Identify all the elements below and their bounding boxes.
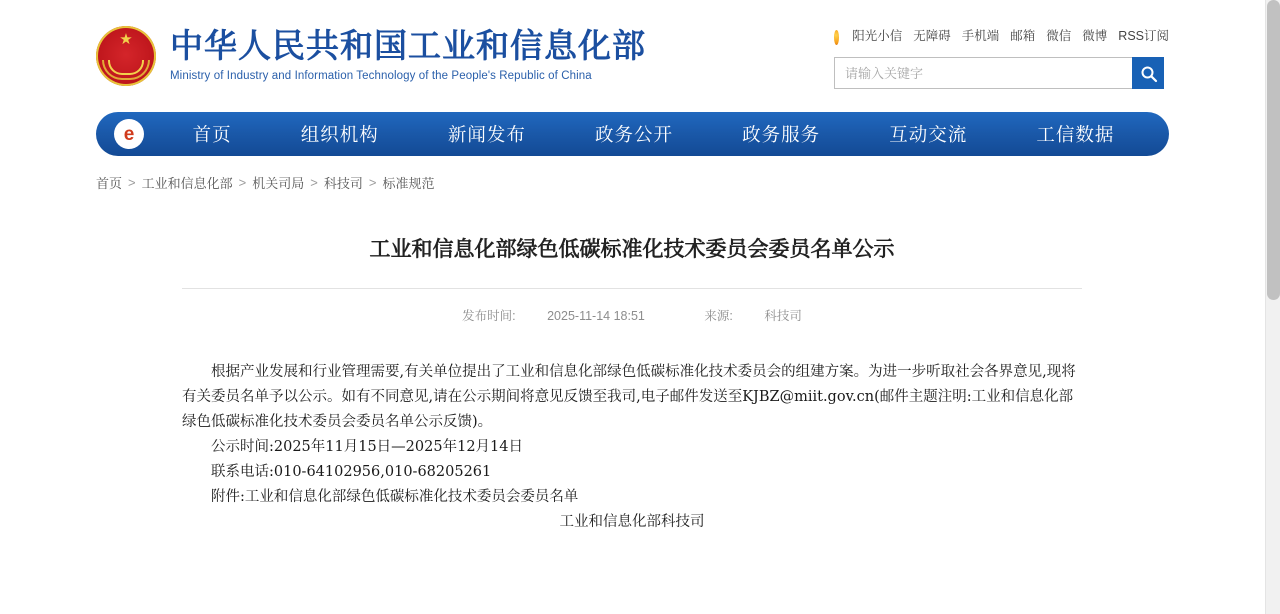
nav-item-government-services[interactable]: 政务服务 <box>742 124 821 145</box>
source-label-text: 来源: <box>704 308 733 323</box>
nav-item-government-affairs[interactable]: 政务公开 <box>594 124 673 145</box>
article-signature: 工业和信息化部科技司 <box>559 513 705 530</box>
breadcrumb-separator: > <box>368 175 377 190</box>
article-paragraph-2: 公示时间:2025年11月15日—2025年12月14日 <box>211 438 523 455</box>
article-meta <box>182 289 1082 324</box>
top-link-weibo[interactable]: 微博 <box>1082 29 1108 43</box>
breadcrumb-item-home[interactable]: 首页 <box>96 176 123 191</box>
site-title-en: Ministry of Industry and Information Technology of the People's Republic of China <box>170 70 592 83</box>
sun-icon <box>834 30 839 45</box>
source-label <box>690 309 815 323</box>
top-link-accessibility[interactable]: 无障碍 <box>913 29 951 43</box>
header-utilities <box>834 26 1169 89</box>
search-button[interactable] <box>1132 57 1164 89</box>
breadcrumb <box>96 173 1169 192</box>
nav-item-organization[interactable]: 组织机构 <box>300 124 379 145</box>
search-icon <box>1140 65 1158 83</box>
article-attachment-line: 附件:工业和信息化部绿色低碳标准化技术委员会委员名单 <box>211 488 579 505</box>
site-title-block <box>170 29 646 83</box>
breadcrumb-separator: > <box>238 175 247 190</box>
search-bar <box>834 57 1164 89</box>
nav-item-news[interactable]: 新闻发布 <box>447 124 526 145</box>
site-title-cn: 中华人民共和国工业和信息化部 <box>170 27 646 65</box>
search-input[interactable] <box>834 57 1132 89</box>
scrollbar-thumb[interactable] <box>1267 0 1280 300</box>
top-link-mobile[interactable]: 手机端 <box>961 29 1000 43</box>
page-scrollbar[interactable] <box>1265 0 1280 614</box>
top-link-sunshine[interactable]: 阳光小信 <box>852 29 903 43</box>
article-paragraph-1: 根据产业发展和行业管理需要,有关单位提出了工业和信息化部绿色低碳标准化技术委员会的组建方案。为进一步听取社会各界意见,现将有关委员名单予以公示。如有不同意见,请在公示期间将意见反馈至我司,电子邮件发送至KJBZ@miit.gov.cn(邮件主题注明:工业和信息化部绿色低碳标准化技术委员会委员名单公示反馈)。 <box>182 363 1076 430</box>
main-nav <box>96 112 1169 156</box>
site-header <box>0 0 1265 112</box>
breadcrumb-item-miit[interactable]: 工业和信息化部 <box>141 176 233 191</box>
national-emblem-icon <box>96 26 156 86</box>
publish-label-text: 发布时间: <box>462 308 516 323</box>
publish-time-value: 2025-11-14 18:51 <box>547 308 645 323</box>
nav-item-home[interactable]: 首页 <box>192 124 232 145</box>
site-logo[interactable] <box>96 26 646 86</box>
breadcrumb-separator: > <box>128 175 136 190</box>
nav-item-data[interactable]: 工信数据 <box>1036 124 1115 145</box>
breadcrumb-separator: > <box>310 175 318 190</box>
breadcrumb-item-standards[interactable]: 标准规范 <box>382 176 435 191</box>
page-title: 工业和信息化部绿色低碳标准化技术委员会委员名单公示 <box>369 238 895 261</box>
nav-logo-icon <box>114 119 144 149</box>
nav-item-interaction[interactable]: 互动交流 <box>889 124 968 145</box>
breadcrumb-item-science-tech[interactable]: 科技司 <box>323 176 363 191</box>
nav-items <box>158 121 1169 147</box>
breadcrumb-item-departments[interactable]: 机关司局 <box>252 176 305 191</box>
nav-logo-glyph: e <box>123 123 135 145</box>
top-link-rss[interactable]: RSS订阅 <box>1118 29 1169 43</box>
source-value: 科技司 <box>764 308 802 323</box>
publish-time-label <box>448 309 659 323</box>
top-link-bar <box>834 26 1169 44</box>
article-paragraph-3: 联系电话:010-64102956,010-68205261 <box>211 463 492 480</box>
top-link-mail[interactable]: 邮箱 <box>1010 29 1036 43</box>
article <box>182 220 1082 535</box>
top-link-wechat[interactable]: 微信 <box>1046 29 1072 43</box>
article-body <box>182 360 1082 535</box>
